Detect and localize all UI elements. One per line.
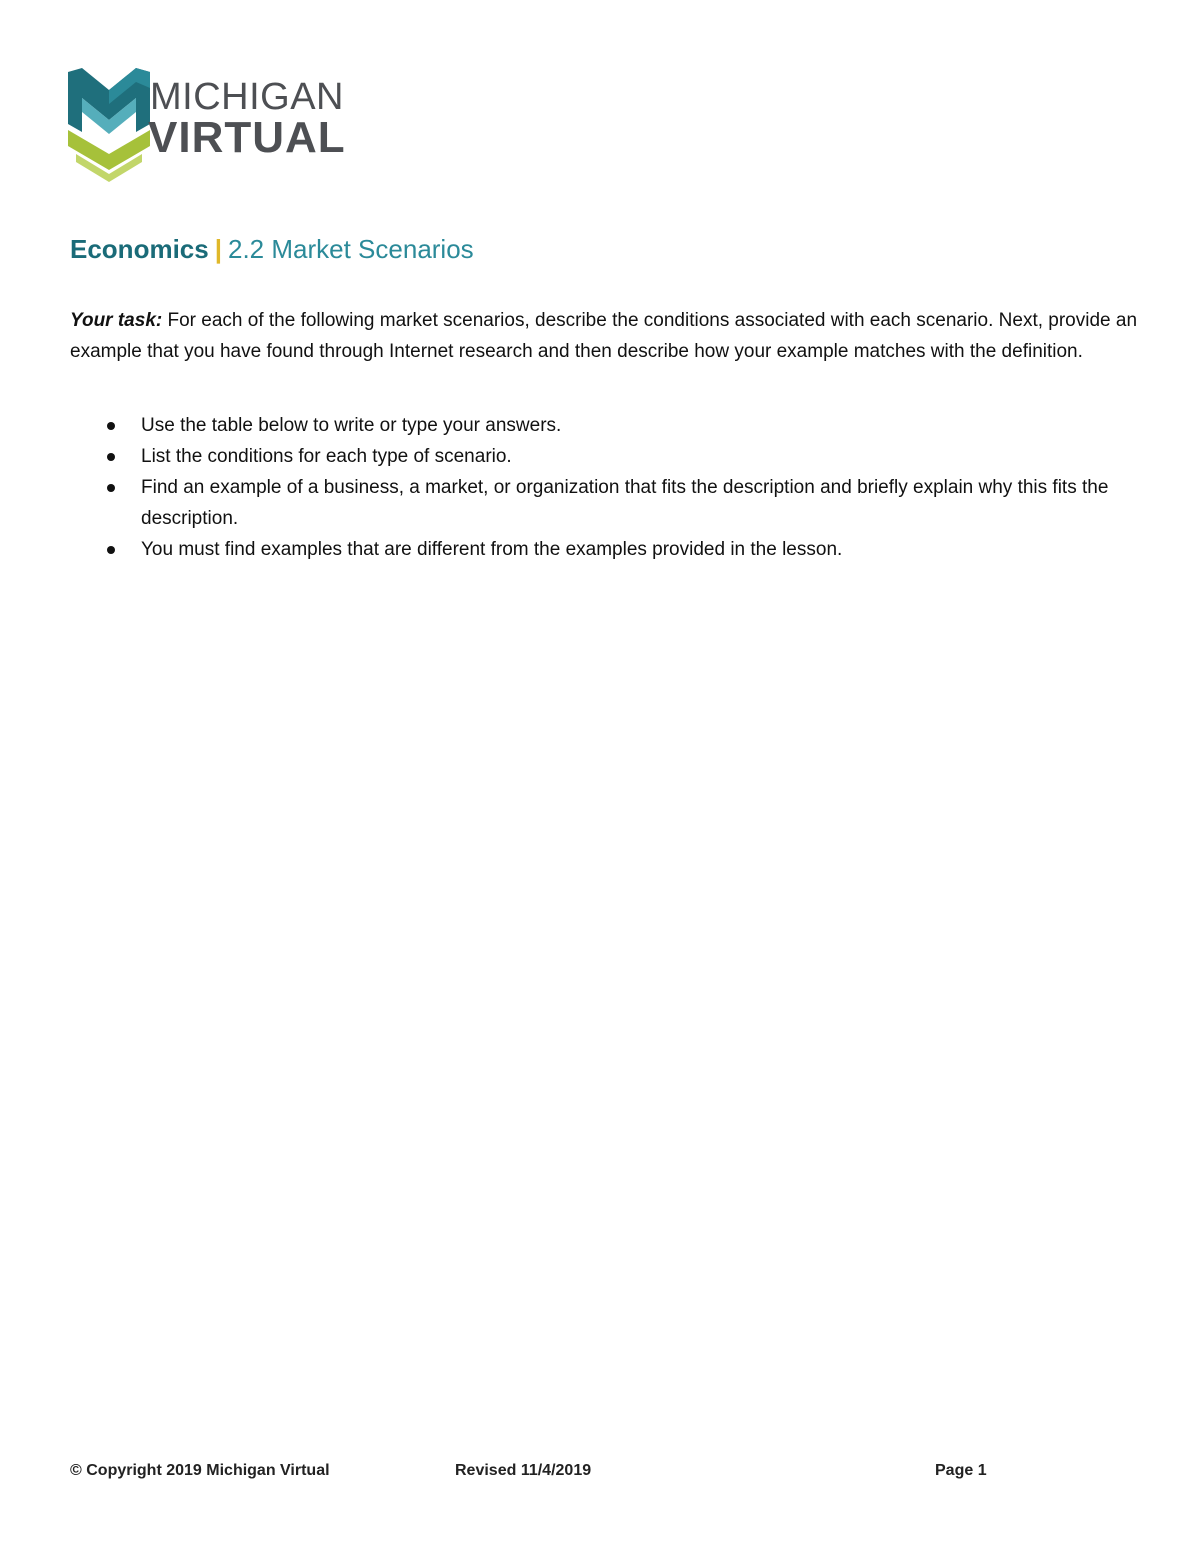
list-item-text: You must find examples that are different from the examples provided in the lesson. bbox=[141, 539, 843, 560]
task-label: Your task: bbox=[70, 310, 163, 331]
michigan-virtual-m-icon bbox=[68, 68, 150, 182]
title-lesson: 2.2 Market Scenarios bbox=[228, 234, 474, 264]
footer-revised-date: Revised 11/4/2019 bbox=[455, 1462, 592, 1479]
bullet-icon bbox=[107, 422, 115, 430]
logo-word-virtual: VIRTUAL bbox=[148, 113, 346, 162]
list-item-text: Use the table below to write or type your answers. bbox=[141, 415, 562, 436]
bullet-icon bbox=[107, 453, 115, 461]
bullet-icon bbox=[107, 546, 115, 554]
list-item-text: Find an example of a business, a market, or organization that fits the description and briefly explain why this fits the description. bbox=[141, 477, 1109, 529]
list-item bbox=[70, 410, 1120, 441]
task-text: For each of the following market scenarios, describe the conditions associated with each scenario. Next, provide an example that you have found through Internet research and then describe how your example matches with the definition. bbox=[70, 310, 1138, 362]
title-subject: Economics bbox=[70, 234, 209, 264]
footer-copyright: © Copyright 2019 Michigan Virtual bbox=[70, 1462, 330, 1479]
list-item bbox=[70, 472, 1120, 534]
michigan-virtual-logo bbox=[68, 68, 368, 184]
bullet-icon bbox=[107, 484, 115, 492]
task-paragraph bbox=[70, 305, 1140, 367]
page-title bbox=[70, 234, 474, 265]
footer-page-number: Page 1 bbox=[935, 1462, 987, 1479]
list-item-text: List the conditions for each type of scenario. bbox=[141, 446, 512, 467]
list-item bbox=[70, 441, 1120, 472]
instruction-list bbox=[70, 410, 1120, 565]
list-item bbox=[70, 534, 1120, 565]
title-separator: | bbox=[214, 234, 222, 264]
logo-word-michigan: MICHIGAN bbox=[150, 76, 344, 118]
